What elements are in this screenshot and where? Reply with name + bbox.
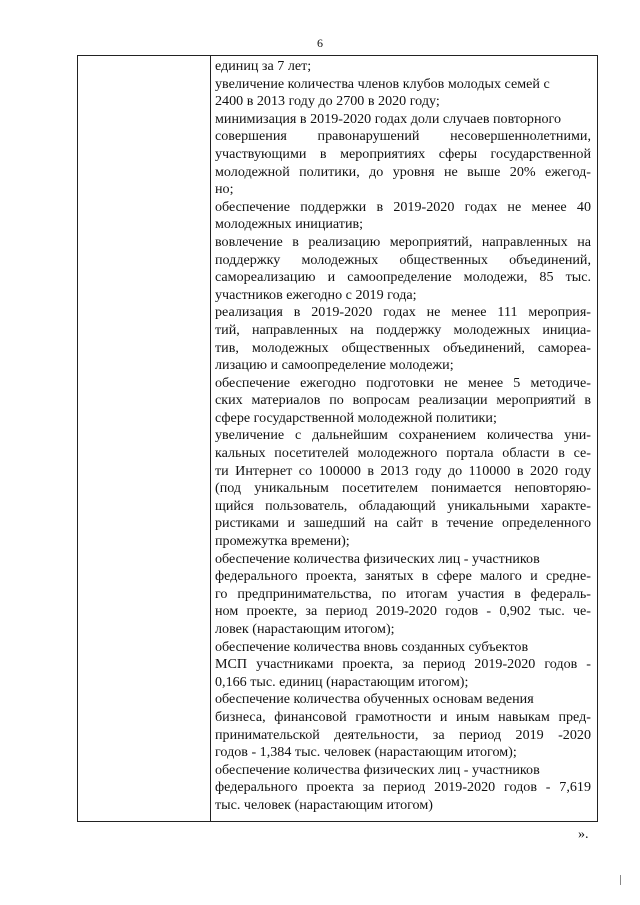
text-line: сфере государственной молодежной политики; bbox=[215, 409, 497, 426]
text-line: единиц за 7 лет; bbox=[215, 58, 312, 74]
text-line: самореализацию и самоопределение молодежи, 85 тыс. bbox=[215, 269, 591, 286]
text-line: поддержку молодежных общественных объединений, bbox=[215, 251, 591, 268]
text-line: увеличение с дальнейшим сохранением количества уни- bbox=[215, 427, 591, 444]
table-frame bbox=[77, 55, 598, 822]
text-line: но; bbox=[215, 181, 234, 198]
edge-mark bbox=[620, 875, 621, 885]
text-line: ти Интернет со 100000 в 2013 году до 110000 в 2020 году bbox=[215, 462, 591, 479]
text-line: увеличение количества членов клубов молодых семей с bbox=[215, 75, 550, 92]
text-line: молодежных инициатив; bbox=[215, 216, 364, 233]
text-line: 0,166 тыс. единиц (нарастающим итогом); bbox=[215, 673, 469, 690]
text-line: (под уникальным посетителем понимается неповторяю- bbox=[215, 480, 591, 497]
content-cell bbox=[215, 58, 591, 815]
text-line: реализация в 2019-2020 годах не менее 111 мероприя- bbox=[215, 304, 591, 321]
text-line: обеспечение количества вновь созданных субъектов bbox=[215, 638, 529, 655]
text-line: ских материалов по вопросам реализации мероприятий в bbox=[215, 392, 591, 409]
text-line: лизацию и самоопределение молодежи; bbox=[215, 357, 454, 374]
text-line: совершения правонарушений несовершеннолетними, bbox=[215, 128, 591, 145]
text-line: щийся пользователь, обладающий уникальными характе- bbox=[215, 497, 591, 514]
text-line: ристиками и зашедший на сайт в течение определенного bbox=[215, 515, 591, 532]
text-line: обеспечение количества физических лиц - участников bbox=[215, 550, 540, 567]
page-number: 6 bbox=[317, 36, 323, 50]
text-line: кальных посетителей молодежного портала области в се- bbox=[215, 445, 591, 462]
text-line: федерального проекта за период 2019-2020 годов - 7,619 bbox=[215, 779, 591, 796]
closing-quote-mark: ». bbox=[578, 826, 589, 842]
text-line: принимательской деятельности, за период 2019 -2020 bbox=[215, 726, 591, 743]
text-line: МСП участниками проекта, за период 2019-2020 годов - bbox=[215, 656, 591, 673]
text-line: обеспечение ежегодно подготовки не менее 5 методиче- bbox=[215, 374, 591, 391]
text-line: ном проекте, за период 2019-2020 годов - 0,902 тыс. че- bbox=[215, 603, 591, 620]
text-line: вовлечение в реализацию мероприятий, направленных на bbox=[215, 233, 591, 250]
text-line: тив, молодежных общественных объединений, самореа- bbox=[215, 339, 591, 356]
text-line: молодежной политики, до уровня не выше 20% ежегод- bbox=[215, 163, 591, 180]
text-line: минимизация в 2019-2020 годах доли случаев повторного bbox=[215, 110, 562, 127]
text-line: годов - 1,384 тыс. человек (нарастающим итогом); bbox=[215, 744, 517, 761]
column-divider bbox=[210, 56, 211, 821]
text-line: тий, направленных на поддержку молодежных инициа- bbox=[215, 321, 591, 338]
text-line: федерального проекта, занятых в сфере малого и средне- bbox=[215, 568, 591, 585]
text-line: обеспечение количества обученных основам ведения bbox=[215, 691, 534, 708]
text-line: обеспечение поддержки в 2019-2020 годах не менее 40 bbox=[215, 198, 591, 215]
text-line: го предпринимательства, по итогам участия в федераль- bbox=[215, 585, 591, 602]
text-line: 2400 в 2013 году до 2700 в 2020 году; bbox=[215, 93, 440, 110]
text-line: участвующими в мероприятиях сферы государственной bbox=[215, 145, 591, 162]
text-line: бизнеса, финансовой грамотности и иным навыкам пред- bbox=[215, 708, 591, 725]
text-line: ловек (нарастающим итогом); bbox=[215, 621, 395, 637]
text-line: тыс. человек (нарастающим итогом) bbox=[215, 796, 433, 813]
text-line: обеспечение количества физических лиц - участников bbox=[215, 761, 540, 778]
text-line: промежутка времени); bbox=[215, 533, 350, 550]
text-line: участников ежегодно с 2019 года; bbox=[215, 286, 417, 303]
